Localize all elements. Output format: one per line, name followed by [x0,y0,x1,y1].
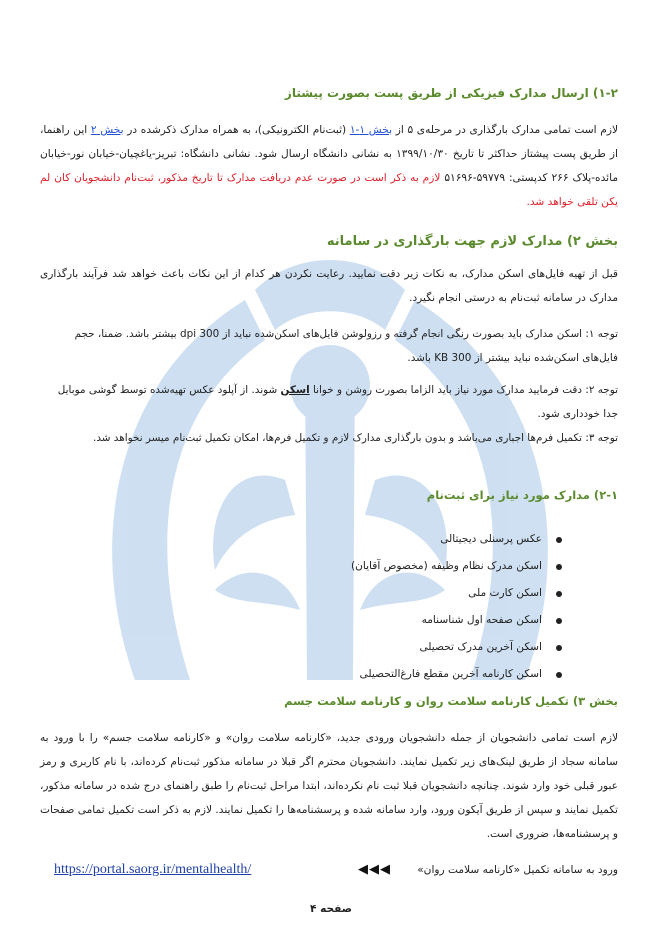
para-text: لازم است تمامی مدارک بارگذاری در مرحله‌ی ۵ از [392,124,618,136]
list-item [142,634,562,661]
para-text: (ثبت‌نام الکترونیکی)، به همراه مدارک ذکرشده در [123,124,350,136]
arrow-left-icon: ◀◀◀ [358,862,391,877]
note-text: شوند. از آپلود عکس تهیه‌شده توسط گوشی موبایل جدا خودداری شود. [57,384,618,420]
list-item [142,553,562,580]
link-section-2[interactable]: بخش ۲ [90,124,124,136]
list-item [142,661,562,688]
section-2-heading: بخش ۲) مدارک لازم جهت بارگذاری در سامانه [326,234,618,249]
note-3: توجه ۳: تکمیل فرم‌ها اجباری می‌باشد و بدون بارگذاری مدارک لازم و تکمیل فرم‌ها، امکان تکمیل ثبت‌نام میسر نخواهد شد. [93,432,618,444]
portal-link-row [40,860,618,884]
bullet-icon [556,618,562,624]
list-item [142,526,562,553]
list-item [142,580,562,607]
list-item-label: اسکن صفحه اول شناسنامه [421,614,542,626]
list-item-label: عکس پرسنلی دیجیتالی [440,533,542,545]
list-item-label: اسکن کارنامه آخرین مقطع فارغ‌التحصیلی [359,668,542,680]
section-3-paragraph: لازم است تمامی دانشجویان از جمله دانشجویان ورودی جدید، «کارنامه سلامت روان» و «کارنامه سلامت جسم» را با ورود به سامانه سجاد از طریق لینک‌های زیر تکمیل نمایند. دانشجویان محترم اگر قبلا در سامانه مذکور ثبت‌نام کرده‌اند، با نام کاربری و رمز عبور قبلی خود وارد شوند. چنانچه دانشجویان قبلا ثبت نام نکرده‌اند، ابتدا مراحل ثبت‌نام را طبق راهنمای درج شده در سامانه مذکور، تکمیل نمایند و سپس از طریق آیکون ورود، وارد سامانه شده و پرسشنامه‌ها را تکمیل نمایند. لازم به ذکر است تکمیل تمامی صفحات و پرسشنامه‌ها، ضروری است. [40,732,618,840]
para-text: این راهنما، از طریق پست پیشتاز حداکثر تا تاریخ ۱۳۹۹/۱۰/۳۰ به نشانی دانشگاه ارسال شود. نشانی دانشگاه: تبریز-یاغچیان-خیابان نور-خیابان مائده-پلاک ۲۶۶ کدپستی: ۵۹۷۷۹-۵۱۶۹۶ [40,124,618,184]
note-text: توجه ۲: دقت فرمایید مدارک مورد نیاز باید الزاما بصورت روشن و خوانا [309,384,618,396]
portal-label: ورود به سامانه تکمیل «کارنامه سلامت روان» [417,864,618,876]
bullet-icon [556,672,562,678]
page-number: صفحه ۴ [309,903,353,915]
deadline-warning: لازم به ذکر است در صورت عدم دریافت مدارک تا تاریخ مذکور، ثبت‌نام دانشجویان کان لم یکن تلقی خواهد شد. [40,172,618,208]
section-2-intro: قبل از تهیه فایل‌های اسکن مدارک، به نکات زیر دقت نمایید. رعایت نکردن هر کدام از این نکات باعث خواهد شد فرآیند بارگذاری مدارک در سامانه ثبت‌نام به درستی انجام نگیرد. [40,268,618,304]
bullet-icon [556,537,562,543]
list-item [142,607,562,634]
list-item-label: اسکن کارت ملی [468,587,542,599]
bullet-icon [556,591,562,597]
link-section-1-1[interactable]: بخش ۱-۱ [349,124,393,136]
mental-health-portal-link[interactable]: https://portal.saorg.ir/mentalhealth/ [54,862,252,877]
section-3-heading: بخش ۳) تکمیل کارنامه سلامت روان و کارنامه سلامت جسم [284,694,618,708]
bullet-icon [556,564,562,570]
required-documents-list [142,526,562,688]
section-1-2-paragraph [40,118,618,240]
note-emphasis: اسکن [280,384,310,396]
section-1-2-heading: ۱-۲) ارسال مدارک فیزیکی از طریق پست بصورت پیشتاز [284,86,618,100]
section-2-1-heading: ۲-۱) مدارک مورد نیاز برای ثبت‌نام [426,488,618,502]
list-item-label: اسکن آخرین مدرک تحصیلی [419,641,542,653]
list-item-label: اسکن مدرک نظام وظیفه (مخصوص آقایان) [350,560,542,572]
bullet-icon [556,645,562,651]
note-1: توجه ۱: اسکن مدارک باید بصورت رنگی انجام گرفته و رزولوشن فایل‌های اسکن‌شده نباید از 300 dpi بیشتر باشد. ضمنا، حجم فایل‌های اسکن‌شده نباید بیشتر از 300 KB باشد. [74,328,618,364]
note-2 [40,378,618,426]
